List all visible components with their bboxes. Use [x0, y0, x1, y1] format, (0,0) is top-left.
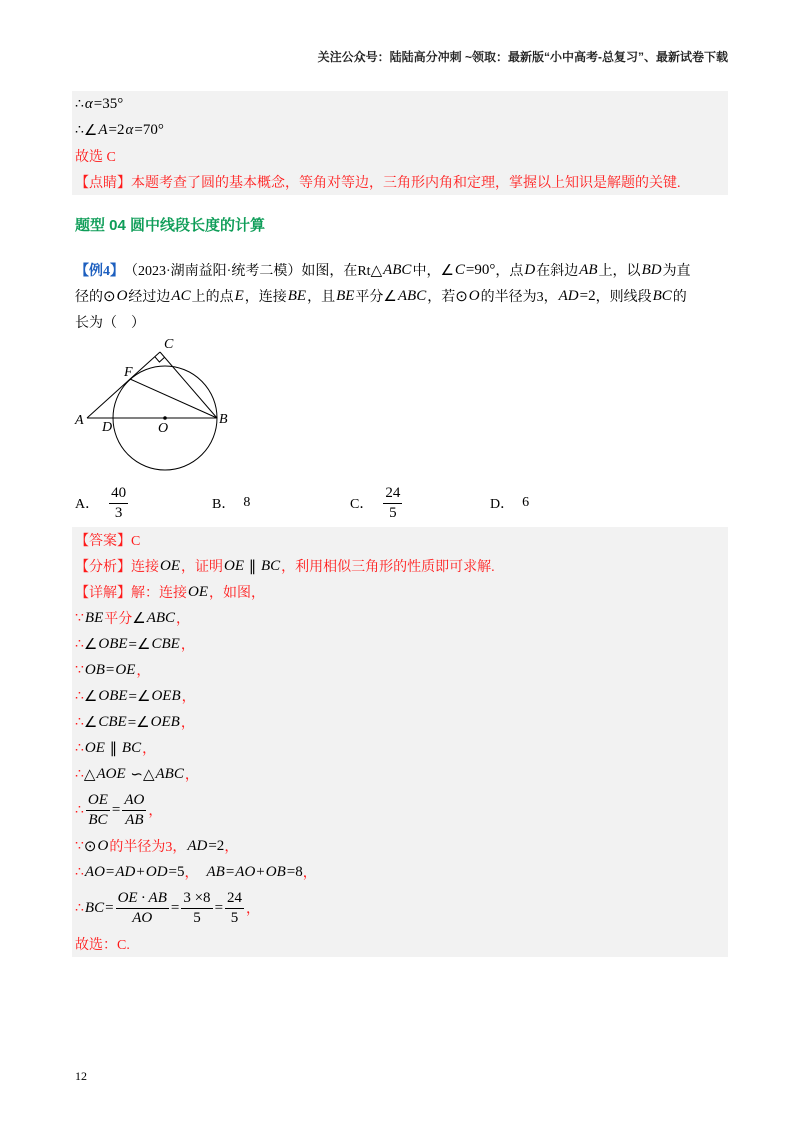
- math-variable: OEB: [150, 713, 180, 730]
- text-segment: 长为（ ）: [75, 316, 145, 331]
- text-segment: 【分析】连接: [75, 560, 159, 575]
- math-symbol: +: [256, 863, 265, 880]
- fraction-denominator: AO: [132, 909, 153, 926]
- text-segment: ，点: [495, 264, 524, 279]
- text-line: [72, 735, 728, 761]
- option-value: 8: [243, 495, 251, 510]
- math-symbol: ∠: [83, 714, 98, 731]
- text-line: [72, 859, 728, 885]
- text-segment: ，: [136, 664, 151, 679]
- text-segment: ，: [180, 638, 195, 653]
- text-segment: ，利用相似三角形的性质即可求解.: [281, 560, 495, 575]
- segment-ac: [87, 352, 160, 418]
- fraction-numerator: OE · AB: [116, 889, 169, 909]
- math-variable: C: [454, 261, 465, 278]
- fraction-denominator: 5: [193, 909, 201, 926]
- math-variable: OD: [145, 863, 168, 880]
- text-line: [72, 117, 728, 143]
- text-line: [72, 683, 728, 709]
- math-variable: OB: [84, 661, 105, 678]
- text-segment: ，: [224, 840, 239, 855]
- math-symbol: =2: [108, 121, 125, 138]
- text-segment: ，: [184, 866, 206, 881]
- label-d: D: [102, 420, 113, 435]
- math-symbol: ∠: [83, 688, 98, 705]
- fraction-numerator: 40: [109, 484, 128, 504]
- text-segment: 上，以: [598, 264, 641, 279]
- text-segment: ，连接: [244, 290, 287, 305]
- text-segment: 径的: [75, 290, 103, 305]
- option-label: C．: [350, 497, 374, 512]
- math-symbol: =35°: [93, 95, 124, 112]
- math-variable: AD: [558, 287, 579, 304]
- example-tag: 【例4】: [75, 264, 124, 279]
- math-variable: ABC: [397, 287, 427, 304]
- option-a: [75, 481, 130, 525]
- fraction: [86, 791, 110, 830]
- text-segment: 的半径为3，: [480, 290, 558, 305]
- text-segment: ，: [246, 902, 261, 917]
- option-label: B．: [212, 497, 236, 512]
- math-symbol: ⊙: [83, 838, 97, 855]
- math-variable: OB: [265, 863, 286, 880]
- text-segment: ∴: [75, 802, 84, 818]
- math-variable: BE: [84, 609, 104, 626]
- text-line: [72, 579, 728, 605]
- answer-block: [72, 527, 728, 957]
- math-symbol: =∠: [128, 688, 151, 705]
- fraction-denominator: AB: [125, 811, 144, 828]
- text-segment: 为直: [662, 264, 691, 279]
- option-value: 6: [522, 495, 530, 510]
- option-b: [212, 481, 250, 525]
- math-variable: CBE: [151, 635, 180, 652]
- fraction-numerator: 24: [225, 889, 244, 909]
- text-segment: ，则线段: [595, 290, 652, 305]
- math-variable: AO: [235, 863, 256, 880]
- fraction: [181, 889, 212, 928]
- math-symbol: +: [136, 863, 145, 880]
- fraction-denominator: BC: [88, 811, 108, 828]
- text-line: [72, 553, 728, 579]
- math-variable: OE: [188, 583, 208, 600]
- math-variable: ABC: [146, 609, 176, 626]
- text-line: [72, 931, 728, 957]
- math-variable: BC: [121, 739, 142, 756]
- fraction-numerator: AO: [122, 791, 146, 811]
- math-variable: E: [234, 287, 244, 304]
- answer-options: [0, 481, 800, 525]
- text-segment: ∴: [75, 688, 84, 704]
- text-segment: 中，: [412, 264, 441, 279]
- text-line: [72, 605, 728, 631]
- math-variable: OE: [115, 661, 136, 678]
- math-symbol: =5: [168, 863, 185, 880]
- text-line: [72, 787, 728, 833]
- math-variable: OEB: [151, 687, 181, 704]
- option-fraction: [109, 484, 128, 523]
- math-variable: OBE: [98, 687, 128, 704]
- math-symbol: =70°: [134, 121, 164, 138]
- math-symbol: ⊙: [455, 288, 468, 305]
- page-number: 12: [75, 1069, 87, 1083]
- section-title: 题型 04 圆中线段长度的计算: [75, 217, 266, 234]
- text-segment: 的: [672, 290, 687, 305]
- text-line: [72, 631, 728, 657]
- fraction-numerator: 24: [383, 484, 402, 504]
- math-variable: BE: [287, 287, 307, 304]
- text-segment: 故选：C.: [75, 938, 130, 953]
- fraction: [116, 889, 169, 928]
- option-label: A．: [75, 497, 100, 512]
- text-segment: ∴: [75, 714, 84, 730]
- math-variable: A: [98, 121, 108, 138]
- segment-bc: [160, 352, 217, 418]
- text-segment: ，证明: [181, 560, 223, 575]
- math-symbol: ∠: [440, 262, 454, 279]
- fraction-denominator: 5: [389, 504, 397, 521]
- math-symbol: =2: [208, 837, 225, 854]
- math-variable: ABC: [383, 261, 412, 278]
- math-symbol: ∠: [83, 122, 98, 139]
- math-variable: O: [97, 837, 109, 854]
- center-point-o: [163, 416, 167, 420]
- text-segment: ，且: [307, 290, 336, 305]
- math-variable: AO: [84, 863, 105, 880]
- math-symbol: =: [111, 801, 121, 818]
- text-segment: 【点睛】本题考查了圆的基本概念，等角对等边，三角形内角和定理，掌握以上知识是解题的关键.: [75, 176, 681, 191]
- math-variable: AD: [115, 863, 136, 880]
- math-variable: D: [524, 261, 536, 278]
- option-d: [490, 481, 529, 525]
- math-variable: OE: [224, 557, 244, 574]
- segment-bf: [130, 379, 217, 418]
- math-variable: AB: [579, 261, 598, 278]
- option-label: D．: [490, 497, 515, 512]
- right-angle-mark: [155, 357, 165, 362]
- text-segment: ∵: [75, 838, 84, 854]
- math-symbol: =90°: [465, 261, 496, 278]
- text-line: [72, 709, 728, 735]
- math-variable: AB: [206, 863, 225, 880]
- fraction-numerator: 3 ×8: [181, 889, 212, 909]
- fraction: [225, 889, 244, 928]
- geometry-diagram: [72, 336, 242, 478]
- text-segment: 平分: [104, 612, 133, 627]
- text-segment: 的半径为3，: [109, 840, 187, 855]
- math-variable: BC: [84, 899, 105, 916]
- text-segment: （2023·湖南益阳·统考二模）如图，在Rt: [124, 264, 371, 279]
- math-symbol: ∠: [83, 636, 98, 653]
- math-symbol: =: [105, 863, 115, 880]
- fraction-numerator: OE: [86, 791, 110, 811]
- text-line: [72, 309, 728, 335]
- math-symbol: ∠: [132, 610, 146, 627]
- option-c: [350, 481, 404, 525]
- text-segment: ，: [180, 716, 195, 731]
- text-segment: ，若: [427, 290, 456, 305]
- text-segment: ∵: [75, 610, 84, 626]
- fraction-denominator: 5: [230, 909, 239, 926]
- math-variable: O: [468, 287, 480, 304]
- text-segment: ∴: [75, 766, 84, 782]
- math-variable: OBE: [98, 635, 128, 652]
- text-segment: ，: [148, 804, 163, 819]
- text-segment: ∴: [75, 122, 84, 138]
- math-symbol: ∠: [383, 288, 397, 305]
- math-variable: CBE: [98, 713, 127, 730]
- math-symbol: ∥: [105, 740, 121, 757]
- option-fraction: [383, 484, 402, 523]
- text-segment: ，: [181, 690, 196, 705]
- math-symbol: =: [214, 899, 224, 916]
- math-variable: α: [125, 121, 134, 138]
- text-line: [72, 527, 728, 553]
- math-variable: OE: [84, 739, 105, 756]
- text-line: [72, 761, 728, 787]
- math-symbol: =: [225, 863, 235, 880]
- text-segment: 在斜边: [536, 264, 579, 279]
- math-variable: α: [84, 95, 93, 112]
- math-variable: BD: [641, 261, 662, 278]
- text-line: [72, 885, 728, 931]
- previous-solution-block: [72, 91, 728, 195]
- text-segment: ∵: [75, 662, 84, 678]
- math-symbol: △: [83, 766, 96, 783]
- text-line: [72, 257, 728, 283]
- math-symbol: ∽△: [126, 766, 155, 783]
- example-question: [72, 257, 728, 335]
- math-symbol: =2: [579, 287, 596, 304]
- text-line: [72, 169, 728, 195]
- math-symbol: △: [370, 262, 383, 279]
- text-segment: ∴: [75, 864, 84, 880]
- math-variable: BC: [652, 287, 672, 304]
- text-segment: 【答案】C: [75, 534, 141, 549]
- math-symbol: =∠: [127, 714, 150, 731]
- math-symbol: ⊙: [103, 288, 116, 305]
- text-line: [72, 833, 728, 859]
- text-segment: ，: [184, 768, 199, 783]
- math-symbol: =8: [286, 863, 303, 880]
- text-segment: 平分: [355, 290, 384, 305]
- text-segment: ∴: [75, 96, 84, 112]
- label-f: F: [124, 365, 133, 380]
- math-variable: AD: [187, 837, 208, 854]
- math-variable: BC: [261, 557, 281, 574]
- label-c: C: [164, 337, 174, 352]
- text-segment: 上的点: [191, 290, 234, 305]
- text-line: [72, 657, 728, 683]
- math-variable: ABC: [155, 765, 184, 782]
- math-symbol: =: [170, 899, 180, 916]
- text-line: [72, 143, 728, 169]
- math-variable: AC: [171, 287, 191, 304]
- label-b: B: [219, 412, 228, 427]
- text-segment: 【详解】解：连接: [75, 586, 187, 601]
- math-variable: O: [116, 287, 128, 304]
- math-variable: OE: [160, 557, 180, 574]
- text-segment: ，: [176, 612, 191, 627]
- math-variable: BE: [336, 287, 355, 304]
- fraction: [122, 791, 146, 830]
- text-segment: 经过边: [128, 290, 171, 305]
- text-segment: ，: [142, 742, 157, 757]
- page-header: 关注公众号：陆陆高分冲刺 ~领取：最新版“小中高考-总复习”、最新试卷下载: [317, 50, 728, 64]
- text-line: [72, 283, 728, 309]
- text-segment: ∴: [75, 740, 84, 756]
- text-segment: ∴: [75, 636, 84, 652]
- text-segment: ，如图，: [209, 586, 265, 601]
- text-segment: ∴: [75, 900, 84, 916]
- math-variable: AOE: [96, 765, 126, 782]
- label-o: O: [158, 421, 169, 436]
- math-symbol: ∥: [245, 558, 260, 575]
- fraction-denominator: 3: [114, 504, 123, 521]
- math-symbol: =: [105, 661, 115, 678]
- text-line: [72, 91, 728, 117]
- text-segment: ，: [302, 866, 317, 881]
- text-segment: 故选 C: [75, 150, 116, 165]
- math-symbol: =∠: [128, 636, 151, 653]
- label-a: A: [75, 413, 84, 428]
- math-symbol: =: [105, 899, 114, 916]
